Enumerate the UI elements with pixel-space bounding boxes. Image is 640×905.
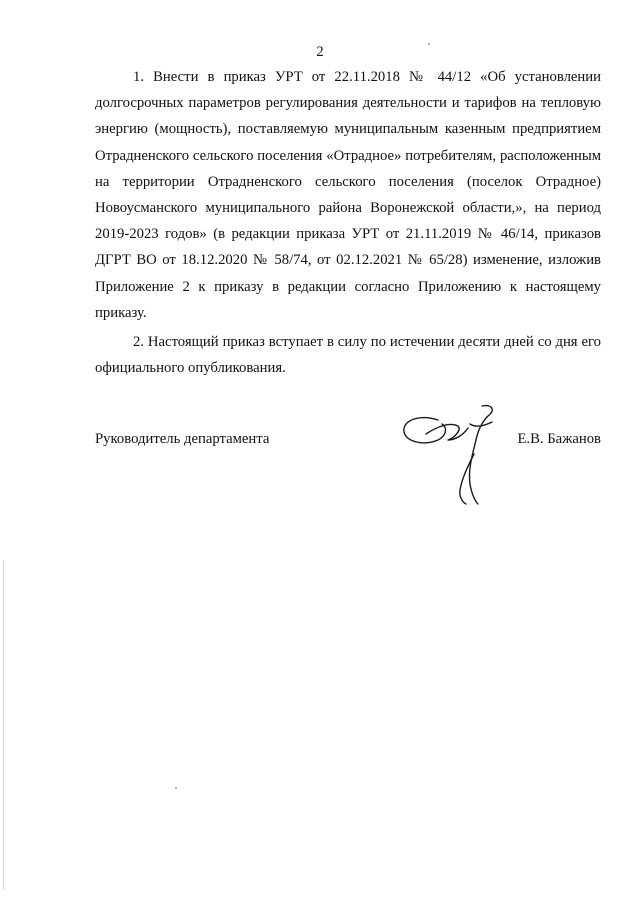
scan-speck [428,43,430,45]
paragraph-1: 1. Внести в приказ УРТ от 22.11.2018 № 44/12 «Об установлении долгосрочных параметров регулирования деятельности и тарифов на тепловую энергию (мощность), поставляемую муниципальным казенным предприятием Отрадненского сельского поселения «Отрадное» потребителям, расположенным на территории Отрадненского сельского поселения (поселок Отрадное) Новоусманского муниципального района Воронежской области,», на период 2019-2023 годов» (в редакции приказа УРТ от 21.11.2019 № 46/14, приказов ДГРТ ВО от 18.12.2020 № 58/74, от 02.12.2021 № 65/28) изменение, изложив Приложение 2 к приказу в редакции согласно Приложению к настоящему приказу. [95,69,601,321]
scan-speck [175,787,177,789]
signer-name: Е.В. Бажанов [517,431,601,447]
signer-title: Руководитель департамента [95,431,270,447]
scan-edge-line [3,560,4,890]
handwritten-signature [398,404,502,506]
page-number: 2 [316,44,324,60]
document-body [95,64,601,381]
paragraph-2: 2. Настоящий приказ вступает в силу по истечении десяти дней со дня его официального опубликования. [95,334,601,377]
